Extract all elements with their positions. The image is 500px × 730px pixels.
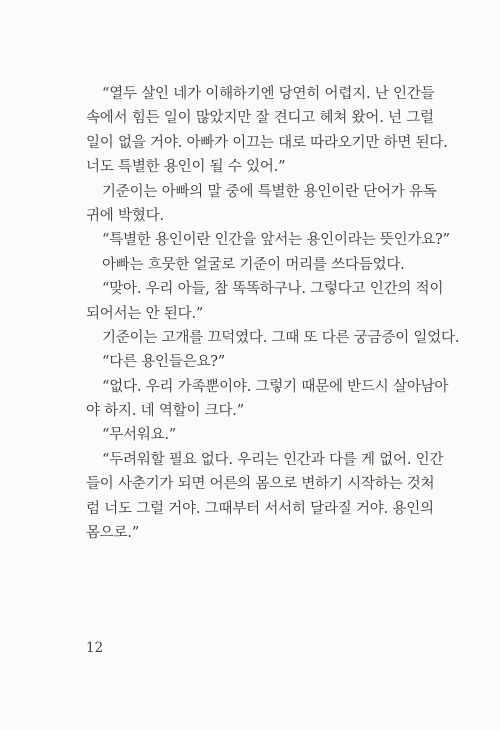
page-number: 12	[86, 640, 104, 656]
body-text	[86, 82, 460, 545]
text-line: 들이 사춘기가 되면 어른의 몸으로 변하기 시작하는 것처	[86, 476, 435, 493]
text-line: 귀에 박혔다.	[86, 207, 164, 224]
text-line: 몸으로.”	[86, 525, 140, 542]
text-line: “맞아. 우리 아들, 참 똑똑하구나. 그렇다고 인간의 적이	[102, 281, 444, 298]
text-line: 기준이는 고개를 끄덕였다. 그때 또 다른 궁금증이 일었다.	[102, 329, 460, 346]
text-line: “무서워요.”	[102, 427, 177, 444]
text-line: 럼 너도 그럴 거야. 그때부터 서서히 달라질 거야. 용인의	[86, 500, 434, 517]
text-line: “특별한 용인이란 인간을 앞서는 용인이라는 뜻인가요?”	[102, 232, 450, 249]
text-line: 속에서 힘든 일이 많았지만 잘 견디고 헤쳐 왔어. 넌 그럴	[86, 110, 434, 127]
text-line: 기준이는 아빠의 말 중에 특별한 용인이란 단어가 유독	[102, 183, 437, 200]
text-line: 일이 없을 거야. 아빠가 이끄는 대로 따라오기만 하면 된다.	[86, 134, 448, 151]
text-line: “없다. 우리 가족뿐이야. 그렇기 때문에 반드시 살아남아	[102, 378, 449, 395]
text-line: “두려워할 필요 없다. 우리는 인간과 다를 게 없어. 인간	[102, 451, 444, 468]
text-line: 너도 특별한 용인이 될 수 있어.”	[86, 159, 286, 176]
text-line: 아빠는 흐뭇한 얼굴로 기준이 머리를 쓰다듬었다.	[102, 256, 405, 273]
text-line: 되어서는 안 된다.”	[86, 305, 204, 322]
text-line: 야 하지. 네 역할이 크다.”	[86, 403, 244, 420]
text-line: “다른 용인들은요?”	[102, 354, 226, 371]
text-line: “열두 살인 네가 이해하기엔 당연히 어렵지. 난 인간들	[102, 86, 435, 102]
